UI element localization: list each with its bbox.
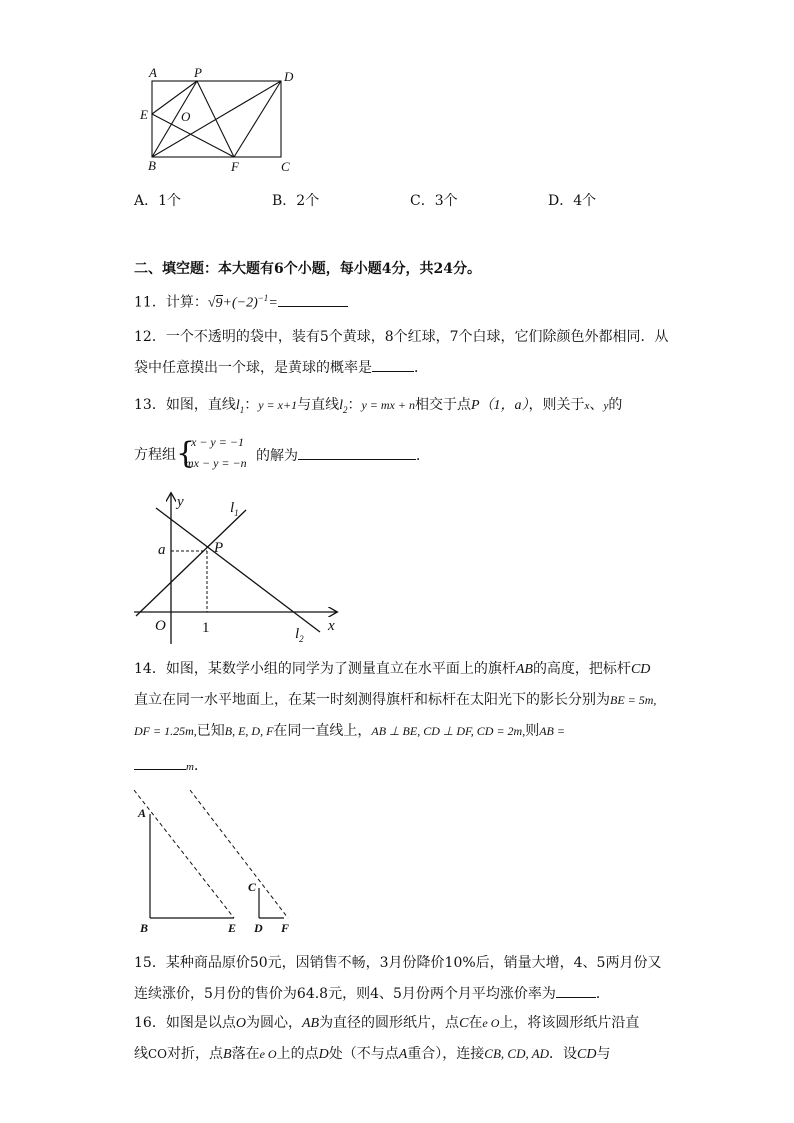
label-A: A	[138, 806, 147, 820]
q16-line2-c: 落在	[231, 1046, 260, 1062]
q16-line2-e: 处（不与点	[328, 1046, 399, 1062]
q16-line2-f: 重合），连接	[407, 1046, 485, 1062]
ray-through-A	[134, 790, 234, 918]
q13-colon2: ：	[347, 397, 362, 413]
question-14-line4	[134, 756, 208, 776]
question-16-line2	[134, 1045, 611, 1064]
q14-answer-blank[interactable]	[134, 756, 186, 770]
q13-sep: 、	[589, 397, 604, 413]
q13-eq2: y = mx + n	[361, 398, 415, 412]
q13-l1: l	[235, 398, 240, 413]
label-P: P	[194, 65, 202, 80]
q14-line1-b: 的高度，把标杆	[532, 661, 631, 677]
q16-line2-a: 线	[134, 1046, 148, 1062]
q13-text-d: 的	[608, 397, 623, 413]
q16-d: D	[318, 1047, 329, 1062]
question-11	[134, 289, 348, 313]
segment-PF	[197, 81, 234, 157]
q16-line1-b: 为圆心，	[245, 1015, 302, 1031]
label-F: F	[281, 921, 290, 935]
section-heading: 二、填空题：本大题有6个小题，每小题4分，共24分。	[134, 261, 481, 277]
label-E: E	[140, 107, 148, 122]
q14-line2-text: 直立在同一水平地面上，在某一时刻测得旗杆和标杆在太阳光下的影长分别为	[134, 692, 610, 708]
label-D: D	[254, 921, 263, 935]
label-x: x	[328, 618, 335, 634]
q11-radicand: 9	[215, 295, 223, 311]
q13-l2: l	[339, 398, 343, 413]
q13-eq1: y = x+1	[258, 398, 298, 412]
q13-line2-mid: 的解为	[256, 448, 298, 464]
q11-equals: =	[268, 295, 278, 311]
label-a: a	[158, 542, 166, 558]
option-d: D．4个	[548, 193, 597, 209]
label-B: B	[140, 921, 149, 935]
q16-line2-b: 对折，点	[167, 1046, 224, 1062]
q12-line2-prefix: 袋中任意摸出一个球，是黄球的概率是	[134, 360, 372, 376]
q15-answer-blank[interactable]	[556, 984, 596, 998]
q14-line3-pts: B, E, D, F	[224, 724, 274, 738]
q16-conn: CB, CD, AD	[484, 1046, 550, 1061]
q13-l2-sub: 2	[342, 404, 348, 415]
label-D: D	[284, 69, 294, 84]
figure-lines-graph	[128, 490, 348, 650]
q12-line2-suffix: ．	[414, 360, 428, 376]
q11-expr: +(−2)	[222, 295, 258, 311]
q16-line1-c: 为直径的圆形纸片，点	[319, 1015, 460, 1031]
q11-answer-blank[interactable]	[278, 293, 348, 307]
figure-shadows	[130, 780, 310, 940]
label-P: P	[214, 540, 224, 556]
q15-line2-suffix: ．	[595, 986, 610, 1002]
q11-text: 11．计算：	[134, 294, 208, 311]
option-b: B．2个	[272, 193, 320, 209]
line-l2	[156, 508, 320, 632]
q16-circ-o2: e O	[259, 1047, 277, 1061]
q16-a: A	[398, 1047, 408, 1062]
question-13-line1	[134, 396, 622, 419]
q13-point: P（1，a）	[470, 398, 529, 413]
q14-line1-a: 14．如图，某数学小组的同学为了测量直立在水平面上的旗杆	[134, 661, 516, 677]
question-16-line1	[134, 1014, 639, 1033]
label-O: O	[155, 618, 166, 634]
q13-text-c: ，则关于	[528, 397, 585, 413]
q16-line2-h: 与	[596, 1046, 611, 1062]
q13-system-eq2: mx − y = −n	[185, 456, 247, 470]
q14-dot: ．	[193, 758, 208, 774]
q11-exponent: −1	[257, 293, 269, 303]
q13-system-eq1: x − y = −1	[191, 435, 244, 449]
q15-line1: 15．某种商品原价50元，因销售不畅，3月份降价10%后，销量大增，4、5两月份又	[134, 955, 662, 971]
q16-co: CO	[148, 1047, 168, 1061]
option-c: C．3个	[410, 193, 458, 209]
q14-line2-eq: BE = 5m,	[610, 693, 657, 707]
figure-rectangle	[130, 62, 310, 180]
label-one: 1	[202, 620, 210, 636]
q16-circ-o1: e O	[482, 1016, 500, 1030]
q13-line2-prefix: 方程组	[134, 447, 176, 463]
q14-line3-b: 在同一直线上，	[273, 723, 372, 739]
q14-line3-a: 已知	[196, 723, 225, 739]
q16-line2-g: ．设	[549, 1046, 578, 1062]
segment-BD	[152, 81, 281, 157]
q13-system-brace: {	[176, 436, 196, 471]
q16-b: B	[223, 1047, 232, 1062]
q16-c: C	[459, 1016, 469, 1031]
q13-text-b: 相交于点	[414, 397, 471, 413]
q16-ab: AB	[301, 1016, 320, 1031]
q14-line3-cond: AB ⊥ BE, CD ⊥ DF, CD = 2m,	[371, 724, 526, 738]
q13-answer-blank[interactable]	[298, 446, 416, 460]
q13-line2-suffix: ．	[416, 448, 430, 464]
q14-line3-eq: DF = 1.25m,	[134, 724, 197, 738]
q12-answer-blank[interactable]	[372, 358, 414, 372]
option-a: A．1个	[134, 193, 182, 209]
q16-line1-a: 16．如图是以点	[134, 1015, 236, 1031]
q16-o1: O	[235, 1016, 246, 1031]
q16-line1-e: 上，将该圆形纸片沿直	[499, 1015, 640, 1031]
q12-line1: 12．一个不透明的袋中，装有5个黄球，8个红球，7个白球，它们除颜色外都相同．从	[134, 329, 669, 345]
question-15-line2	[134, 984, 610, 1003]
question-13-line2	[256, 446, 430, 465]
q13-text-a: 13．如图，直线	[134, 397, 236, 413]
q14-line3-c: 则	[525, 723, 540, 739]
label-B: B	[148, 158, 156, 173]
label-A: A	[149, 65, 157, 80]
q14-line3-ab: AB =	[539, 724, 565, 738]
question-14-line1	[134, 660, 650, 679]
q13-colon1: ：	[244, 397, 259, 413]
q15-line2-prefix: 连续涨价，5月份的售价为64.8元，则4、5月份两个月平均涨价率为	[134, 986, 556, 1002]
segment-FD	[234, 81, 281, 157]
label-C: C	[281, 159, 290, 174]
q14-ab: AB	[515, 662, 533, 677]
label-E: E	[228, 921, 237, 935]
q16-line2-d: 上的点	[276, 1046, 319, 1062]
q13-l1-sub: 1	[239, 404, 245, 415]
question-14-line2	[134, 691, 656, 709]
label-C: C	[248, 880, 257, 894]
label-y: y	[177, 494, 184, 510]
label-l1: $l_1$	[230, 500, 239, 518]
q11-sqrt-sign: √	[207, 295, 216, 311]
q13-var-y: y	[603, 400, 609, 412]
q14-unit: m	[186, 761, 194, 773]
q13-var-x: x	[584, 400, 590, 412]
q16-line1-d: 在	[468, 1015, 483, 1031]
q13-mid: 与直线	[297, 397, 340, 413]
question-12-line2	[134, 358, 428, 377]
label-l2: $l_2$	[295, 626, 304, 644]
q14-cd: CD	[630, 662, 651, 677]
question-14-line3	[134, 722, 565, 740]
label-F: F	[231, 159, 239, 174]
q16-cd2: CD	[577, 1047, 597, 1062]
label-O: O	[181, 109, 191, 124]
ray-through-C	[190, 790, 288, 918]
